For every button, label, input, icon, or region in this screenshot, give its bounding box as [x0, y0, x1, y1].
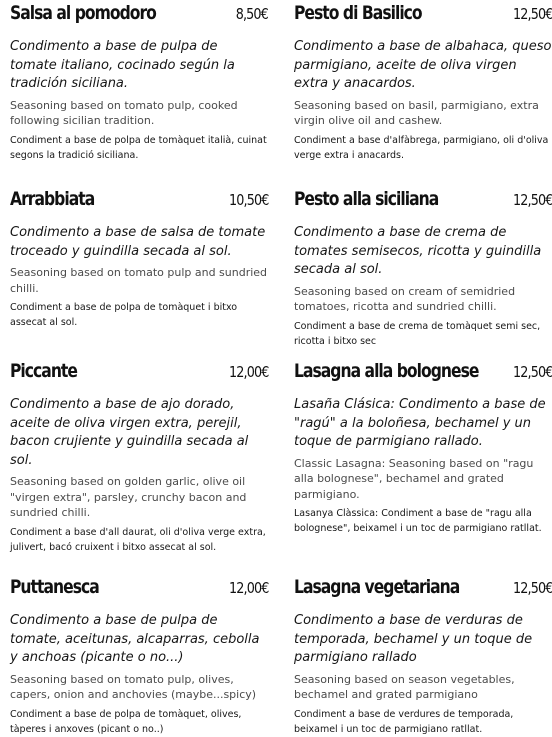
menu-item-header: [294, 186, 552, 216]
dish-name: Puttanesca: [10, 576, 99, 598]
dish-price: 10,50€: [228, 191, 268, 209]
description-spanish: Condimento a base de pulpa de tomate, aceitunas, alcaparras, cebolla y anchoas (picante o no...): [10, 613, 260, 665]
menu-item-header: [294, 574, 552, 604]
dish-name: Lasagna vegetariana: [294, 576, 460, 598]
dish-name: Lasagna alla bolognese: [294, 360, 479, 382]
description-english: Seasoning based on season vegetables, bechamel and grated parmigiano: [294, 672, 515, 701]
menu-item-header: [10, 358, 268, 388]
dish-price: 12,00€: [228, 363, 268, 381]
menu-item-pesto-di-basilico: [294, 0, 552, 163]
dish-price: 12,50€: [512, 5, 552, 23]
description-catalan: Condiment a base de polpa de tomàquet italià, cuinat segons la tradició siciliana.: [10, 134, 267, 161]
description-catalan: Condiment a base de polpa de tomàquet i bitxo assecat al sol.: [10, 302, 238, 328]
menu-item-header: [10, 0, 268, 30]
menu-item-arrabbiata: [10, 186, 268, 330]
dish-price: 12,50€: [512, 579, 552, 597]
description-spanish: Condimento a base de pulpa de tomate italiano, cocinado según la tradición siciliana.: [10, 39, 235, 91]
description-spanish: Condimento a base de albahaca, queso parmigiano, aceite de oliva virgen extra y anacardos.: [294, 39, 552, 91]
description-english: Seasoning based on basil, parmigiano, extra virgin olive oil and cashew.: [294, 98, 539, 127]
description-english: Seasoning based on tomato pulp, cooked following sicilian tradition.: [10, 98, 238, 127]
dish-price: 8,50€: [235, 5, 268, 23]
dish-price: 12,50€: [512, 363, 552, 381]
description-spanish: Condimento a base de salsa de tomate troceado y guindilla secada al sol.: [10, 225, 266, 259]
menu-item-header: [10, 186, 268, 216]
description-catalan: Condiment a base de crema de tomàquet semi sec, ricotta i bitxo sec: [294, 320, 541, 347]
menu-item-header: [294, 358, 552, 388]
dish-name: Pesto di Basilico: [294, 2, 422, 24]
dish-price: 12,50€: [512, 191, 552, 209]
menu-item-header: [294, 0, 552, 30]
description-catalan: Condiment a base de verdures de temporada, beixamel i un toc de parmigiano ratllat.: [294, 708, 514, 735]
description-english: Seasoning based on tomato pulp, olives, capers, onion and anchovies (maybe...spicy): [10, 672, 257, 701]
description-catalan: Condiment a base d'all daurat, oli d'oliva verge extra, julivert, bacó cruixent i bitxo assecat al sol.: [10, 526, 266, 553]
dish-name: Salsa al pomodoro: [10, 2, 156, 24]
menu-item-puttanesca: [10, 574, 268, 737]
dish-name: Piccante: [10, 360, 77, 382]
menu-item-lasagna-alla-bolognese: [294, 358, 552, 536]
menu-item-header: [10, 574, 268, 604]
menu-item-pesto-alla-siciliana: [294, 186, 552, 349]
description-spanish: Condimento a base de ajo dorado, aceite de oliva virgen extra, perejil, bacon crujiente y guindilla secada al sol.: [10, 397, 249, 468]
description-catalan: Condiment a base de polpa de tomàquet, olives, tàperes i anxoves (picant o no..): [10, 708, 242, 735]
dish-name: Pesto alla siciliana: [294, 188, 439, 210]
menu-item-lasagna-vegetariana: [294, 574, 552, 737]
description-spanish: Lasaña Clásica: Condimento a base de "ragú" a la boloñesa, bechamel y un toque de parmigiano rallado.: [294, 397, 546, 449]
menu-item-piccante: [10, 358, 268, 555]
menu-item-salsa-al-pomodoro: [10, 0, 268, 163]
dish-name: Arrabbiata: [10, 188, 95, 210]
description-catalan: Condiment a base d'alfàbrega, parmigiano, oli d'oliva verge extra i anacards.: [294, 134, 549, 161]
description-spanish: Condimento a base de crema de tomates semisecos, ricotta y guindilla secada al sol.: [294, 225, 542, 277]
description-spanish: Condimento a base de verduras de temporada, bechamel y un toque de parmigiano rallado: [294, 613, 533, 665]
description-catalan: Lasanya Clàssica: Condiment a base de "ragu alla bolognese", beixamel i un toc de parmigiano ratllat.: [294, 508, 542, 534]
description-english: Seasoning based on tomato pulp and sundried chilli.: [10, 266, 268, 295]
description-english: Seasoning based on golden garlic, olive oil "virgen extra", parsley, crunchy bacon and sundried chilli.: [10, 475, 247, 519]
dish-price: 12,00€: [228, 579, 268, 597]
description-english: Classic Lasagna: Seasoning based on "ragu alla bolognese", bechamel and grated parmigiano.: [294, 456, 534, 501]
description-english: Seasoning based on cream of semidried tomatoes, ricotta and sundried chilli.: [294, 284, 516, 313]
